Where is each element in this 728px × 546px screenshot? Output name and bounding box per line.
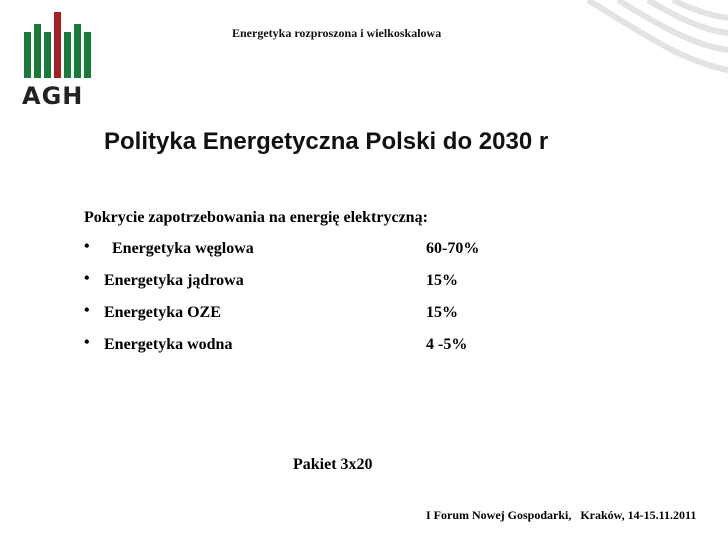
slide-title: Polityka Energetyczna Polski do 2030 r: [104, 128, 549, 155]
bullet-icon: •: [84, 270, 90, 287]
agh-logo-mark: [22, 10, 92, 80]
bullet-icon: •: [84, 334, 90, 351]
package-label: Pakiet 3x20: [293, 456, 373, 473]
agh-logo: [22, 10, 102, 108]
footer-text: I Forum Nowej Gospodarki, Kraków, 14-15.11.2011: [426, 508, 697, 522]
header-title: Energetyka rozproszona i wielkoskalowa: [232, 26, 442, 40]
item-label: Energetyka wodna: [104, 336, 233, 353]
background-decoration: [468, 0, 728, 120]
item-value: 15%: [426, 272, 458, 289]
bullet-icon: •: [84, 238, 90, 255]
item-value: 15%: [426, 304, 458, 321]
agh-logo-text: AGH: [22, 82, 84, 110]
item-label: Energetyka węglowa: [112, 240, 254, 257]
item-value: 60-70%: [426, 240, 480, 257]
bullet-icon: •: [84, 302, 90, 319]
intro-text: Pokrycie zapotrzebowania na energię elektryczną:: [84, 209, 428, 226]
item-label: Energetyka jądrowa: [104, 272, 244, 289]
item-label: Energetyka OZE: [104, 304, 221, 321]
item-value: 4 -5%: [426, 336, 468, 353]
